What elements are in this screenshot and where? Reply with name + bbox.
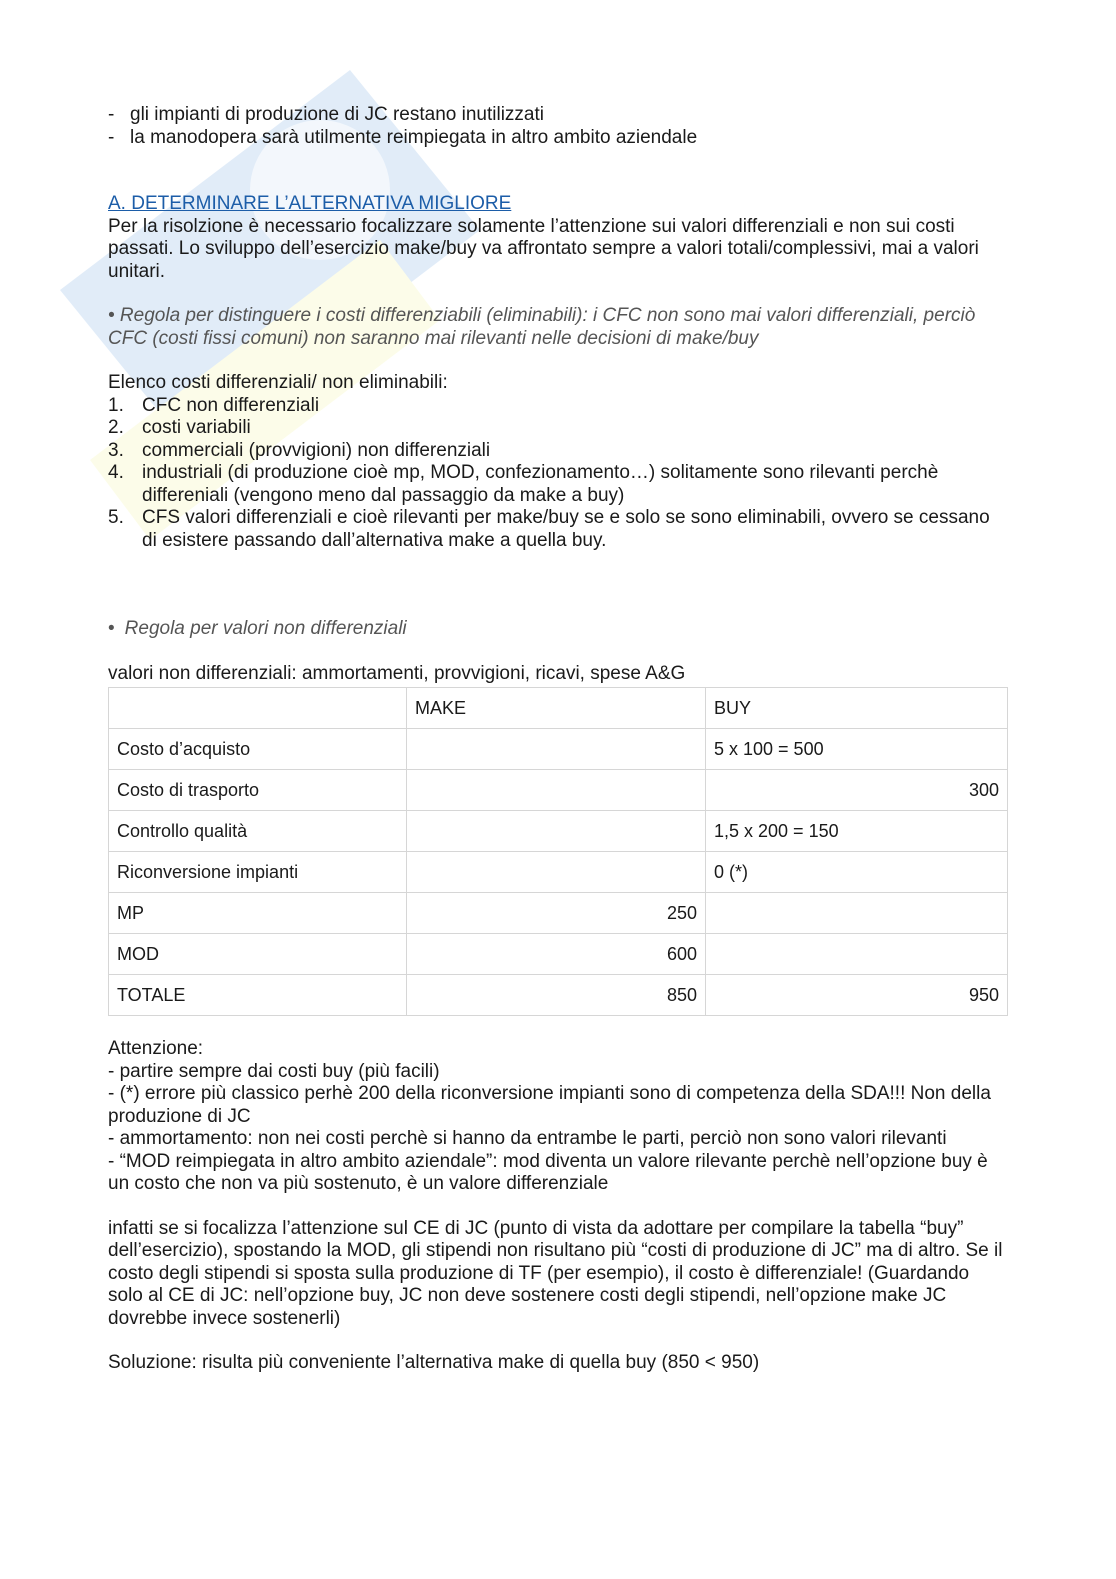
table-cell: Riconversione impianti <box>109 852 407 893</box>
table-cell: 850 <box>407 975 706 1016</box>
table-row <box>109 934 1008 975</box>
document-content <box>108 104 1008 1375</box>
table-cell: TOTALE <box>109 975 407 1016</box>
list-item: - la manodopera sarà utilmente reimpiegata in altro ambito aziendale <box>108 127 1008 150</box>
table-cell <box>407 770 706 811</box>
rule-non-differential: • Regola per valori non differenziali <box>108 618 407 639</box>
table-cell: MOD <box>109 934 407 975</box>
attention-item: - ammortamento: non nei costi perchè si hanno da entrambe le parti, perciò non sono valori rilevanti <box>108 1128 947 1149</box>
table-cell: 300 <box>706 770 1008 811</box>
section-title: A. DETERMINARE L’ALTERNATIVA MIGLIORE <box>108 193 512 214</box>
table-row <box>109 975 1008 1016</box>
make-buy-table <box>108 687 1008 1016</box>
table-header-cell: BUY <box>706 688 1008 729</box>
attention-title: Attenzione: <box>108 1038 204 1059</box>
list-item: 5. CFS valori differenziali e cioè rilevanti per make/buy se e solo se sono eliminabili, ovvero se cessano di esistere passando dall’alternativa make a quella buy. <box>108 507 990 551</box>
table-row <box>109 852 1008 893</box>
table-cell: 5 x 100 = 500 <box>706 729 1008 770</box>
table-cell: 950 <box>706 975 1008 1016</box>
table-cell <box>407 729 706 770</box>
table-row <box>109 893 1008 934</box>
list-item: - gli impianti di produzione di JC restano inutilizzati <box>108 104 1008 127</box>
table-row <box>109 729 1008 770</box>
table-cell: 0 (*) <box>706 852 1008 893</box>
table-header-row <box>109 688 1008 729</box>
list-item: 4. industriali (di produzione cioè mp, MOD, confezionamento…) solitamente sono rilevanti perchè differeniali (vengono meno dal passaggio da make a buy) <box>108 462 939 506</box>
intro-paragraph: Per la risolzione è necessario focalizzare solamente l’attenzione sui valori differenziali e non sui costi passati. Lo sviluppo dell’esercizio make/buy va affrontato sempre a valori totali/complessivi, mai a valori unitari. <box>108 215 979 282</box>
table-header-cell: MAKE <box>407 688 706 729</box>
table-row <box>109 811 1008 852</box>
attention-item: - (*) errore più classico perhè 200 della riconversione impianti sono di competenza della SDA!!! Non della produzione di JC <box>108 1083 991 1127</box>
solution: Soluzione: risulta più conveniente l’alternativa make di quella buy (850 < 950) <box>108 1352 760 1373</box>
table-row <box>109 770 1008 811</box>
explanation-paragraph: infatti se si focalizza l’attenzione sul CE di JC (punto di vista da adottare per compilare la tabella “buy” dell’esercizio), spostando la MOD, gli stipendi non risultano più “costi di produzione di JC” ma di altro. Se il costo degli stipendi si sposta sulla produzione di TF (per esempio), il costo è differenziale! (Guardando solo al CE di JC: nell’opzione buy, JC non deve sostenere costi degli stipendi, nell’opzione make JC dovrebbe invece sostenerli) <box>108 1217 1003 1329</box>
table-cell <box>407 811 706 852</box>
attention-item: - partire sempre dai costi buy (più facili) <box>108 1060 440 1082</box>
table-cell: 250 <box>407 893 706 934</box>
rule-differential-costs: • Regola per distinguere i costi differenziabili (eliminabili): i CFC non sono mai valori differenziali, perciò CFC (costi fissi comuni) non saranno mai rilevanti nelle decisioni di make/buy <box>108 305 976 349</box>
table-cell <box>407 852 706 893</box>
table-cell: Controllo qualità <box>109 811 407 852</box>
table-cell <box>706 893 1008 934</box>
table-cell <box>706 934 1008 975</box>
table-cell: Costo d’acquisto <box>109 729 407 770</box>
list-title: Elenco costi differenziali/ non eliminabili: <box>108 372 448 393</box>
table-cell: 1,5 x 200 = 150 <box>706 811 1008 852</box>
non-differential-values: valori non differenziali: ammortamenti, provvigioni, ricavi, spese A&G <box>108 662 686 684</box>
table-header-cell <box>109 688 407 729</box>
attention-item: - “MOD reimpiegata in altro ambito aziendale”: mod diventa un valore rilevante perchè nell’opzione buy è un costo che non va più sostenuto, è un valore differenziale <box>108 1150 988 1194</box>
list-item: 1. CFC non differenziali <box>108 394 320 416</box>
list-item: 2. costi variabili <box>108 417 251 438</box>
table-cell: Costo di trasporto <box>109 770 407 811</box>
numbered-list <box>108 395 1008 553</box>
table-cell: 600 <box>407 934 706 975</box>
table-cell: MP <box>109 893 407 934</box>
intro-list <box>108 104 1008 149</box>
list-item: 3. commerciali (provvigioni) non differenziali <box>108 439 491 461</box>
